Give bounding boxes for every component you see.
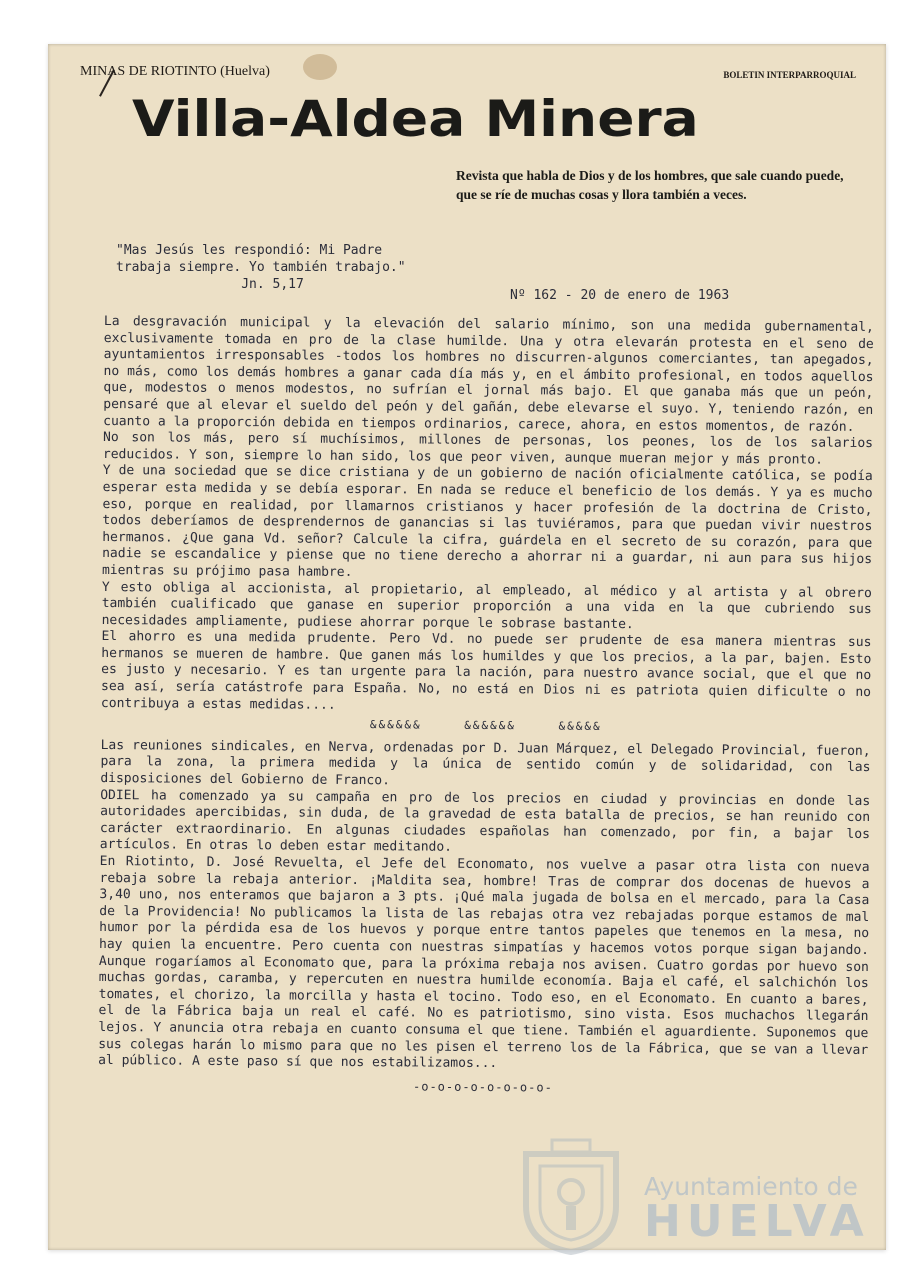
watermark-line1: Ayuntamiento de	[644, 1172, 858, 1201]
coat-of-arms-watermark-icon	[516, 1136, 626, 1256]
paragraph: Y esto obliga al accionista, al propietario, al empleado, al médico y al artista y al obrero también cualificado que ganase en superior proporción a una vida en la que cubriendo sus necesidades ampliamente, pudiese ahorrar porque le sobrase bastante.	[101, 579, 872, 632]
masthead-title: Villa-Aldea Minera	[132, 90, 699, 148]
paragraph: Y de una sociedad que se dice cristiana y de un gobierno de nación oficialmente católica, se podía esperar esta medida y se debía esporar. En nada se reduce el beneficio de los demás. Y ya es mucho eso, porque en realidad, por llamarnos cristianos y hacer profesión de la doctrina de Cristo, todos deberíamos de desprendernos de ganancias si las tuviéramos, para que puedan vivir nuestros hermanos. ¿Que gana Vd. señor? Calcule la cifra, guárdela en el secreto de su corazón, para que nadie se escandalice y piense que no tiene derecho a ahorrar ni a guardar, ni aun para sus hijos mientras su prójimo pasa hambre.	[101, 463, 873, 580]
masthead-tagline: Revista que habla de Dios y de los hombres, que sale cuando puede, que se ríe de muchas cosas y llora también a veces.	[456, 168, 844, 202]
issue-number-date: Nº 162 - 20 de enero de 1963	[510, 288, 730, 303]
stain	[303, 54, 337, 80]
paragraph: No son los más, pero sí muchísimos, millones de personas, los peones, los de los salarios reducidos. Y son, siempre lo han sido, los que peor viven, aunque mueran mejor y más pronto.	[102, 430, 874, 468]
section-separator: &&&&&& &&&&&& &&&&&	[369, 718, 602, 734]
watermark-line2: HUELVA	[644, 1196, 870, 1247]
bulletin-label: BOLETIN INTERPARROQUIAL	[723, 70, 856, 80]
epigraph-quote: "Mas Jesús les respondió: Mi Padre trabaja siempre. Yo también trabajo." Jn. 5,17	[116, 243, 406, 292]
paragraph: La desgravación municipal y la elevación del salario mínimo, son una medida gubernamental, exclusivamente tomada en pro de la clase humilde. Una y otra elevarán protesta en el seno de ayuntamientos irresponsables -todos los hombres no discurren-algunos comerciantes, tan apegados, no más, como los demás hombres a ganar cada día más y, en el ámbito profesional, en todos aquellos que, modestos o menos modestos, no sufrían el jornal más bajo. El que ganaba más que un peón, pensaré que al elevar el sueldo del peón y del gañán, debe elevarse el suyo. Y, teniendo razón, en cuanto a la proporción debida en tiempos ordinarios, carece, ahora, en estos momentos, de razón.	[103, 314, 874, 435]
article-body	[98, 314, 874, 1098]
end-mark: -o-o-o-o-o-o-o-o-	[412, 1079, 553, 1095]
paragraph: ODIEL ha comenzado ya su campaña en pro de los precios en ciudad y provincias en donde las autoridades apercibidas, sin duda, de la gravedad de esta batalla de precios, se han reunido con carácter extraordinario. En algunas ciudades españolas han comenzado, por fin, a bajar los artículos. En otras lo deben estar meditando.	[99, 787, 871, 856]
location-header: MINAS DE RIOTINTO (Huelva)	[80, 64, 270, 79]
document-page	[48, 44, 886, 1250]
paragraph: Las reuniones sindicales, en Nerva, ordenadas por D. Juan Márquez, el Delegado Provincial, fueron, para la zona, la primera medida y la única de sentido común y de solidaridad, con las disposiciones del Gobierno de Franco.	[100, 737, 871, 789]
paragraph: El ahorro es una medida prudente. Pero Vd. no puede ser prudente de esa manera mientras sus hermanos se mueren de hambre. Que ganen más los humildes y que los precios, a la par, bajen. Esto es justo y necesario. Y es tan urgente para la nación, para nuestro avance social, que el que no sea así, sería catástrofe para España. No, no está en Dios ni es patriota quien dificulte o no contribuya a estas medidas....	[100, 629, 872, 713]
paragraph: En Riotinto, D. José Revuelta, el Jefe del Economato, nos vuelve a pasar otra lista con nueva rebaja sobre la rebaja anterior. ¡Maldita sea, hombre! Tras de comprar dos docenas de huevos a 3,40 uno, nos enteramos que bajaron a 3 pts. ¡Qué mala jugada de bolsa en el mercado, para la Casa de la Providencia! No publicamos la lista de las rebajas otra vez rebajadas porque estamos de mal humor por la pérdida esa de los huevos y porque entre tantos papeles que tenemos en la mesa, no hay quien la encuentre. Pero cuenta con nuestras simpatías y hacemos votos porque sigan bajando. Aunque rogaríamos al Economato que, para la próxima rebaja nos avisen. Cuatro gordas por huevo son muchas gordas, caramba, y repercuten en nuestra humilde economía. Baja el café, el salchichón los tomates, el chorizo, la morcilla y hasta el tocino. Todo eso, en el Economato. En cuanto a bares, el de la Fábrica baja un real el café. No es patriotismo, sino vista. Esos muchachos llegarán lejos. Y anuncia otra rebaja en cuanto consuma el que tiene. También el aguardiente. Suponemos que sus colegas harán lo mismo para que no les pisen el terreno los de la Fábrica, que se van a llevar al público. A este paso sí que nos estabilizamos...	[98, 853, 870, 1072]
